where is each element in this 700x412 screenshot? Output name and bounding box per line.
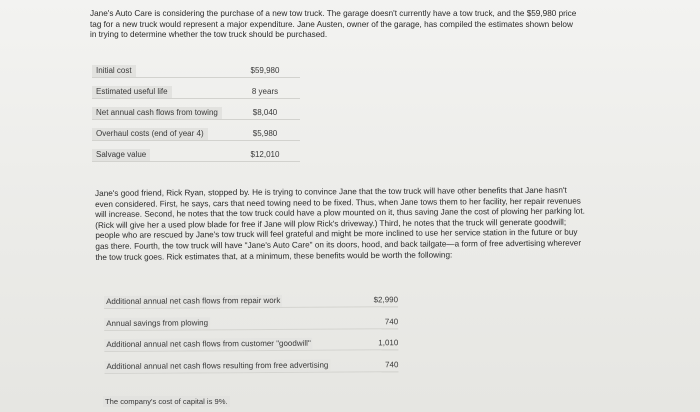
story-line: gas there. Fourth, the tow truck will have "Jane's Auto Care" on its doors, hood, and back tailgate—a form of free advertising wherever xyxy=(95,238,582,251)
story-paragraph xyxy=(95,185,626,263)
estimates-table xyxy=(92,62,300,167)
estimate-label: Overhaul costs (end of year 4) xyxy=(92,128,208,140)
benefit-row xyxy=(104,290,398,309)
estimate-label: Initial cost xyxy=(92,65,136,77)
benefit-label: Additional annual net cash flows from customer "goodwill" xyxy=(104,338,313,351)
story-line: people who are rescued by Jane's tow truck will feel grateful and might be more inclined to use her service station in the future or buy xyxy=(95,228,578,241)
intro-paragraph xyxy=(90,9,622,41)
benefit-value: 1,010 xyxy=(378,338,399,348)
story-line: the tow truck goes. Rick estimates that, at a minimum, these benefits would be worth the following: xyxy=(95,250,453,262)
estimate-row xyxy=(92,104,300,120)
estimate-value: $59,980 xyxy=(250,66,280,75)
benefit-label: Additional annual net cash flows from repair work xyxy=(104,295,282,308)
benefits-table xyxy=(104,290,399,378)
story-line: Jane's good friend, Rick Ryan, stopped by. He is trying to convince Jane that the tow truck will have other benefits that Jane hasn't xyxy=(95,185,567,198)
estimate-value: 8 years xyxy=(251,87,279,96)
estimate-label: Salvage value xyxy=(92,149,150,161)
estimate-label: Net annual cash flows from towing xyxy=(92,107,222,119)
story-line: even considered. First, he says, cars that need towing need to be fixed. Thus, when Jane tows them to her facility, her repair revenues xyxy=(95,196,581,209)
benefit-value: $2,990 xyxy=(373,295,399,305)
benefit-value: 740 xyxy=(385,359,399,369)
estimate-label: Estimated useful life xyxy=(92,86,172,98)
cost-of-capital-text: The company's cost of capital is 9%. xyxy=(105,397,228,406)
benefit-label: Additional annual net cash flows resulting from free advertising xyxy=(104,359,330,372)
estimate-row xyxy=(92,125,300,141)
story-line: (Rick will give her a used plow blade for free if Jane will plow Rick's driveway.) Third, he notes that the truck will generate goodwill; xyxy=(95,217,567,230)
intro-line: Jane's Auto Care is considering the purchase of a new tow truck. The garage doesn't currently have a tow truck, and the $59,980 price xyxy=(90,9,577,18)
estimate-value: $8,040 xyxy=(252,108,278,117)
estimate-value: $5,980 xyxy=(252,129,278,138)
intro-line: tag for a new truck would represent a major expenditure. Jane Austen, owner of the garage, has compiled the estimates shown below xyxy=(90,19,573,29)
estimate-row xyxy=(92,62,300,78)
benefit-row xyxy=(104,312,398,331)
benefit-row xyxy=(104,333,398,352)
benefit-row xyxy=(104,355,398,374)
estimate-value: $12,010 xyxy=(250,150,280,159)
benefit-label: Annual savings from plowing xyxy=(104,317,210,330)
story-line: will increase. Second, he notes that the tow truck could have a plow mounted on it, thus saving Jane the cost of plowing her parking lot. xyxy=(95,206,585,220)
estimate-row xyxy=(92,146,300,162)
estimate-row xyxy=(92,83,300,99)
intro-line: in trying to determine whether the tow truck should be purchased. xyxy=(90,30,328,40)
benefit-value: 740 xyxy=(384,316,399,326)
